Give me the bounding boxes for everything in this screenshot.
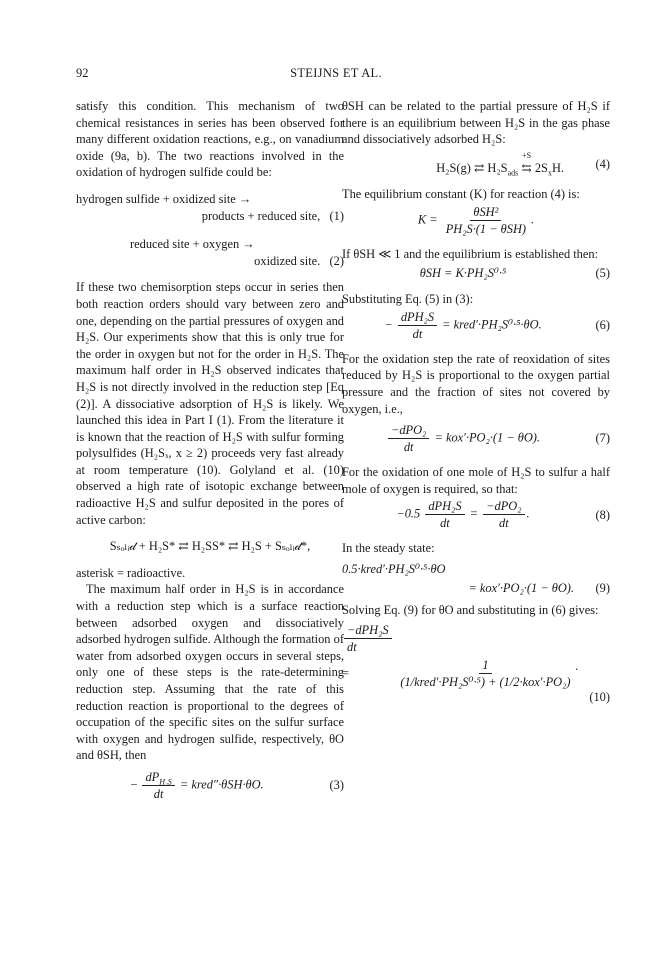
reaction-2 — [76, 236, 344, 269]
page-number: 92 — [76, 66, 89, 80]
paragraph: For the oxidation step the rate of reoxidation of sites reduced by H₂S is proportional to the oxygen partial pressure and the fraction of sites not covered by oxygen, i.e., — [342, 351, 610, 416]
reaction-2-line-2: oxidized site. — [254, 253, 321, 268]
equation-6: − $\frac{\text{dPH₂S}}{dt}$ = kred′·PH₂S⁰·⁵·θO. (6) — [384, 309, 610, 341]
paragraph: If these two chemisorption steps occur in series then both reaction orders should vary between zero and one, depending on the partial pressures of oxygen and H₂S. Our experiments show that this is only true for the order in oxygen but not for the order in H₂S. The maximum half order in H₂S observed indicates that H₂S is not directly involved in the reduction step [Eq (2)]. A dissociative adsorption of H₂S is likely. We launched this idea in Part I (1). From the literature it is known that the reaction of H₂S with sulfur forming polysulfides (H₂Sₓ, x ≥ 2) proceeds very fast already at room temperature (10). Golyland et al. (10) observed a high rate of isotopic exchange between radioactive H₂S and sulfur deposited in the pores of active carbon: — [76, 280, 344, 527]
equation-5: θSH = K·PH₂S⁰·⁵ (5) — [419, 265, 610, 280]
isotope-exchange-equation: Sₛₒₗᵢ𝒹 + H₂S* ⇄ H₂SS* ⇄ H₂S + Sₛₒₗᵢ𝒹*, — [109, 539, 311, 554]
equation-number: (1) — [329, 208, 344, 223]
equation-8: −0.5 $\frac{\text{dPH₂S}}{dt}$ = $\frac{\text{−dPO₂}}{dt}$ . (8) — [396, 499, 610, 531]
equation-number: (4) — [595, 156, 610, 171]
paragraph: The equilibrium constant (K) for reaction (4) is: — [342, 187, 580, 202]
equation-number: (8) — [595, 507, 610, 522]
paragraph: The maximum half order in H₂S is in accordance with a reduction step which is a surface reaction between adsorbed oxygen and dissociatively adsorbed hydrogen sulfide. Although the formation of water from adsorbed oxygen occurs in several steps, only one of these steps is the rate-determining reduction step. Assuming that the rate of this reduction reaction is proportional to the degrees of occupation of the specific sites on the sulfur surface with oxygen and hydrogen sulfide, respectively, θO and θSH, then — [76, 582, 344, 763]
paragraph: asterisk = radioactive. — [76, 565, 186, 580]
paragraph: satisfy this condition. This mechanism of two chemical resistances in series has been observed for many different oxidation reactions, e.g., on vanadium oxide (9a, b). The two reactions involved in the oxidation of hydrogen sulfide could be: — [76, 99, 344, 180]
reaction-1 — [76, 191, 344, 224]
equation-7: $\frac{\text{−dPO₂}}{dt}$ = kox′·PO₂·(1 − θO). (7) — [342, 423, 610, 454]
paragraph: Solving Eq. (9) for θO and substituting in (6) gives: — [342, 603, 599, 618]
equation-number: (10) — [589, 689, 610, 704]
equation-number: (9) — [595, 580, 610, 595]
equation-10-lhs: $\frac{\text{−dPH₂S}}{dt}$ — [342, 623, 610, 654]
paragraph: If θSH ≪ 1 and the equilibrium is established then: — [342, 246, 599, 261]
equilibrium-constant-equation: K = $\frac{\text{θSH²}}{\text{PH₂S·(1 − θSH)}}$ . — [417, 204, 535, 236]
reaction-1-line-1: hydrogen sulfide + oxidized site → — [76, 191, 252, 206]
paragraph: In the steady state: — [342, 541, 435, 556]
equation-9-line-2: = kox′·PO₂·(1 − θO). (9) — [468, 580, 610, 595]
equation-4: H₂S(g) ⇄ $H_2S_{ads}$ +S ⇆ $2S_xH$. (4) — [436, 150, 610, 178]
equation-9-line-1: 0.5·kred′·PH₂S⁰·⁵·θO — [342, 561, 446, 576]
equation-10: = $\frac{1}{\text{(1/kred′·PH₂S⁰·⁵) + (1/2·kox′·PO₂)}}$ . (10) — [342, 657, 610, 704]
equation-number: (6) — [595, 317, 610, 332]
equation-3: − $\frac{dP_{H_2S}}{dt}$ = kred″·θSH·θO. (3) — [130, 769, 344, 801]
reaction-2-line-1: reduced site + oxygen → — [130, 237, 255, 252]
equation-number: (5) — [595, 265, 610, 280]
paragraph: For the oxidation of one mole of H₂S to sulfur a half mole of oxygen is required, so that: — [342, 465, 610, 496]
equation-number: (3) — [329, 778, 344, 793]
equation-number: (2) — [329, 253, 344, 268]
equation-number: (7) — [595, 431, 610, 446]
right-column — [342, 98, 610, 705]
running-title: STEIJNS ET AL. — [290, 66, 382, 80]
left-column — [76, 98, 344, 803]
paragraph: Substituting Eq. (5) in (3): — [342, 292, 474, 307]
reaction-1-line-2: products + reduced site, — [201, 208, 321, 223]
paragraph: θSH can be related to the partial pressure of H₂S if there is an equilibrium between H₂S in the gas phase and dissociatively adsorbed H₂S: — [342, 99, 610, 147]
